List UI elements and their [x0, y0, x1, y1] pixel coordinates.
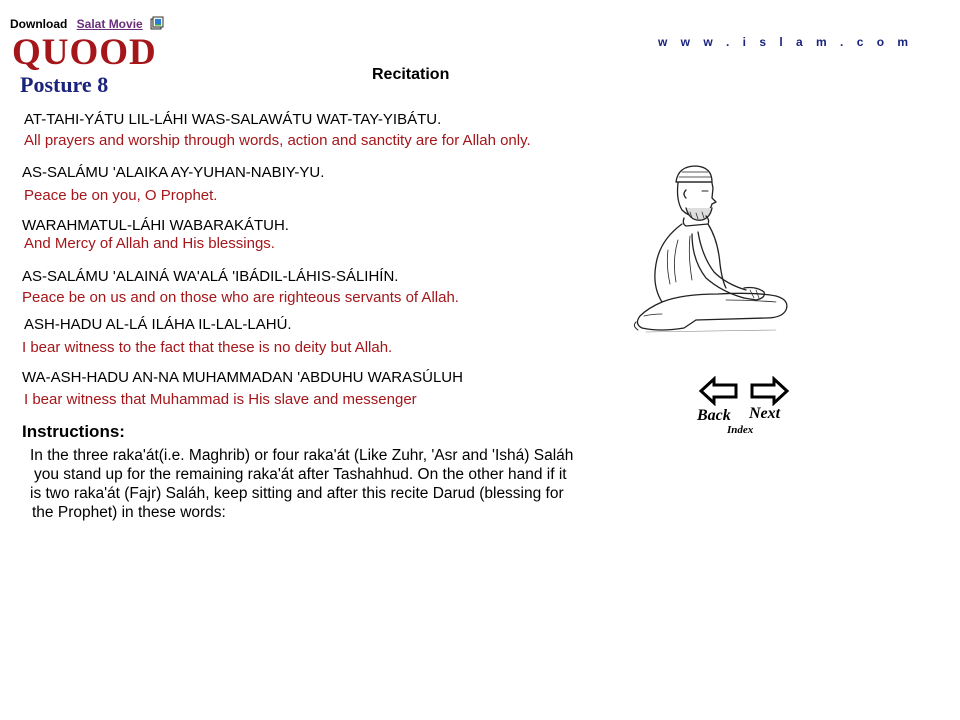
recitation-transliteration-1: AT-TAHI-YÁTU LIL-LÁHI WAS-SALAWÁTU WAT-TAY-YIBÁTU.	[24, 111, 442, 128]
instructions-line-2: you stand up for the remaining raka'át after Tashahhud. On the other hand if it	[34, 466, 567, 483]
left-arrow-icon	[698, 376, 740, 406]
recitation-translation-4: Peace be on us and on those who are righteous servants of Allah.	[22, 289, 459, 306]
recitation-translation-6: I bear witness that Muhammad is His slave and messenger	[24, 391, 417, 408]
download-bar	[10, 16, 165, 31]
recitation-transliteration-5: ASH-HADU AL-LÁ ILÁHA IL-LAL-LAHÚ.	[24, 316, 292, 333]
recitation-translation-5: I bear witness to the fact that these is no deity but Allah.	[22, 339, 393, 356]
site-url: w w w . i s l a m . c o m	[658, 35, 914, 49]
instructions-line-4: the Prophet) in these words:	[32, 504, 226, 521]
instructions-line-3: is two raka'át (Fajr) Saláh, keep sitting and after this recite Darud (blessing for	[30, 485, 564, 502]
salat-movie-link[interactable]: Salat Movie	[76, 17, 143, 31]
instructions-heading: Instructions:	[22, 422, 125, 441]
download-label: Download	[10, 17, 68, 31]
recitation-transliteration-2: AS-SALÁMU 'ALAIKA AY-YUHAN-NABIY-YU.	[22, 164, 325, 181]
next-label: Next	[749, 405, 781, 422]
recitation-transliteration-4: AS-SALÁMU 'ALAINÁ WA'ALÁ 'IBÁDIL-LÁHIS-SÁLIHÍN.	[22, 268, 399, 285]
index-link[interactable]: Index	[727, 424, 754, 436]
instructions-line-1: In the three raka'át(i.e. Maghrib) or four raka'át (Like Zuhr, 'Asr and 'Ishá) Saláh	[30, 447, 574, 464]
right-arrow-icon	[748, 376, 790, 406]
recitation-translation-2: Peace be on you, O Prophet.	[24, 187, 218, 204]
movie-download-icon[interactable]	[150, 16, 165, 31]
recitation-transliteration-6: WA-ASH-HADU AN-NA MUHAMMADAN 'ABDUHU WARASÚLUH	[22, 369, 463, 386]
recitation-heading: Recitation	[372, 66, 450, 83]
navigation-controls	[694, 376, 794, 440]
recitation-transliteration-3: WARAHMATUL-LÁHI WABARAKÁTUH.	[22, 217, 289, 234]
kneeling-figure-illustration	[626, 160, 798, 340]
instructions-text	[30, 446, 770, 522]
posture-number: Posture 8	[20, 72, 109, 97]
back-label: Back	[697, 407, 731, 424]
recitation-translation-3: And Mercy of Allah and His blessings.	[24, 235, 275, 252]
posture-title: QUOOD	[12, 32, 157, 73]
recitation-translation-1: All prayers and worship through words, action and sanctity are for Allah only.	[24, 132, 531, 149]
